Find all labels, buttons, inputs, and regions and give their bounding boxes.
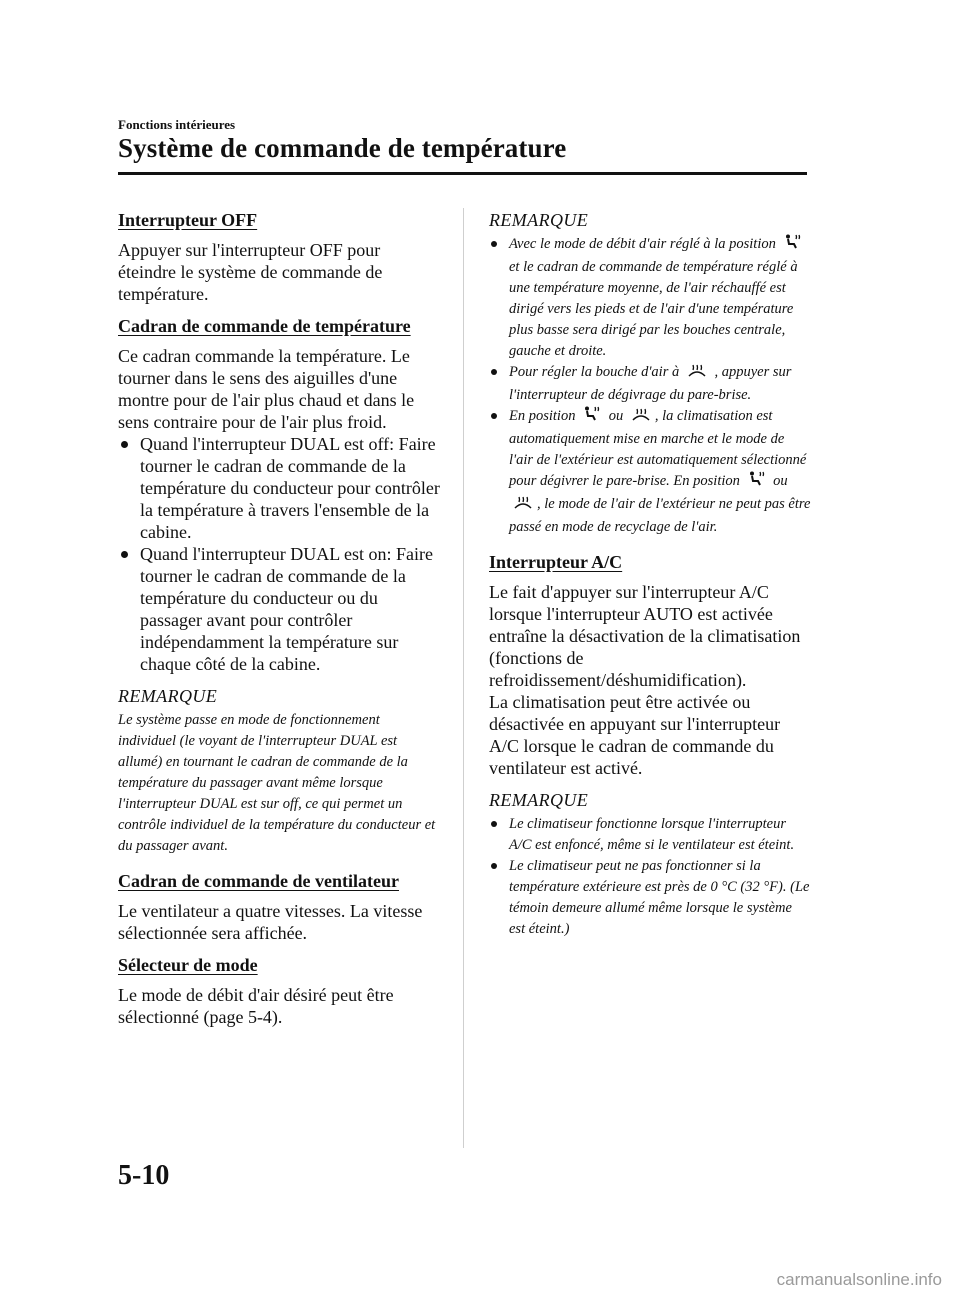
remarque-title: REMARQUE [489,210,589,230]
column-divider [463,208,464,1148]
right-column [489,210,811,954]
windshield-defrost-icon [513,496,533,517]
list-item: Le climatiseur fonctionne lorsque l'interrupteur A/C est enfoncé, même si le ventilateur est éteint. [489,814,811,856]
windshield-defrost-icon [687,364,707,385]
left-column [118,210,440,1039]
section-label: Fonctions intérieures [118,117,236,132]
floor-defrost-icon [583,406,601,429]
temp-dial-text: Ce cadran commande la température. Le tourner dans le sens des aiguilles d'une montre pour de l'air plus chaud et dans le sens contraire pour de l'air plus froid. [118,346,415,432]
list-item: Quand l'interrupteur DUAL est on: Faire tourner le cadran de commande de la température du conducteur ou du passager avant pour contrôler indépendamment la température sur chaque côté de la cabine. [118,543,440,675]
list-item: En position ou , la climatisation est automatiquement mise en marche et le mode de l'air de l'extérieur est automatiquement sélectionné pour dégivrer le pare-brise. En position ou , le mode de l'air de l'extérieur ne peut pas être passé en mode de recyclage de l'air. [489,406,811,538]
ac-switch-text-1: Le fait d'appuyer sur l'interrupteur A/C lorsque l'interrupteur AUTO est activée entraîne la désactivation de la climatisation (fonctions de refroidissement/déshumidification). [489,582,801,690]
remarque-text: Le système passe en mode de fonctionnement individuel (le voyant de l'interrupteur DUAL est allumé) en tournant le cadran de commande de la température du passager avant même lorsque l'interrupteur DUAL est sur off, ce qui permet un contrôle individuel de la température du conducteur et du passager avant. [118,712,436,854]
page-title: Système de commande de température [118,133,567,163]
list-item: Le climatiseur peut ne pas fonctionner si la température extérieure est près de 0 °C (32 °F). (Le témoin demeure allumé même lorsque le système est éteint.) [489,856,811,940]
page-number: 5-10 [118,1160,170,1191]
remarque-notes [489,234,811,538]
fan-dial-text: Le ventilateur a quatre vitesses. La vitesse sélectionnée sera affichée. [118,901,423,943]
ac-switch-heading: Interrupteur A/C [489,552,623,572]
mode-selector-text: Le mode de débit d'air désiré peut être sélectionné (page 5-4). [118,985,394,1027]
list-item: Quand l'interrupteur DUAL est off: Faire tourner le cadran de commande de la température du conducteur pour contrôler la température à travers l'ensemble de la cabine. [118,433,440,543]
windshield-defrost-icon [631,408,651,429]
temp-dial-bullets [118,433,440,675]
remarque-title: REMARQUE [489,790,589,810]
title-rule [118,172,807,175]
watermark: carmanualsonline.info [776,1270,942,1289]
temp-dial-heading: Cadran de commande de température [118,316,411,336]
floor-defrost-icon [748,471,766,494]
ac-switch-text-2: La climatisation peut être activée ou désactivée en appuyant sur l'interrupteur A/C lorsque le cadran de commande du ventilateur est activé. [489,692,781,778]
remarque-notes [489,814,811,940]
off-switch-heading: Interrupteur OFF [118,210,258,230]
list-item: Avec le mode de débit d'air réglé à la position et le cadran de commande de température réglé à une température moyenne, de l'air réchauffé est dirigé vers les pieds et de l'air d'une température plus basse sera dirigé par les bouches centrale, gauche et droite. [489,234,811,362]
mode-selector-heading: Sélecteur de mode [118,955,258,975]
fan-dial-heading: Cadran de commande de ventilateur [118,871,399,891]
off-switch-text: Appuyer sur l'interrupteur OFF pour éteindre le système de commande de température. [118,240,383,304]
list-item: Pour régler la bouche d'air à , appuyer sur l'interrupteur de dégivrage du pare-brise. [489,362,811,406]
remarque-title: REMARQUE [118,686,218,706]
floor-defrost-icon [784,234,802,257]
